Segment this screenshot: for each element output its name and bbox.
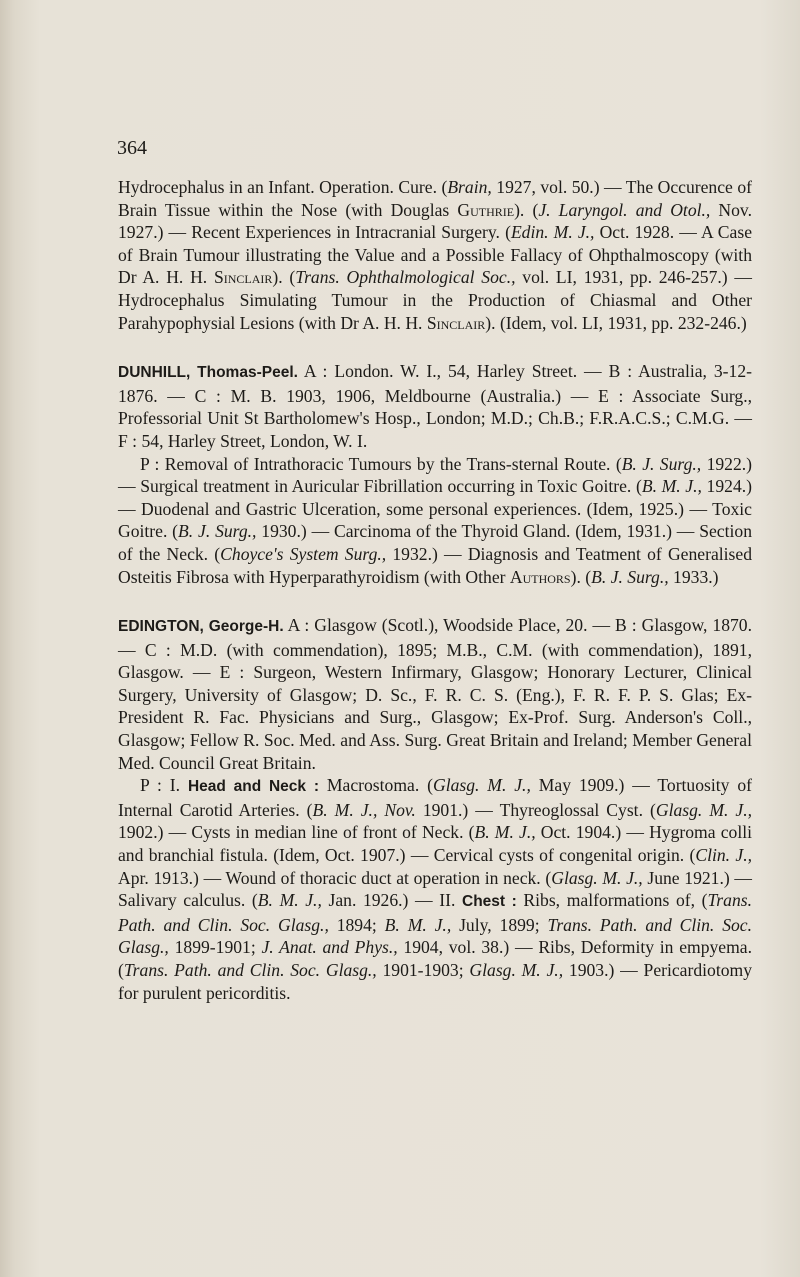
italic-run: B. M. J., [257,890,322,911]
text-run: Jan. 1926.) — II. [321,890,463,911]
text-run: vol. LI, 1931, pp. 246-257.) — Hydrocephalus Simulating Tumour in the Production of Chiasmal and Other Parahypophysial Lesions (with Dr A. H. H. [118,267,752,333]
italic-run: J. Anat. and Phys., [261,937,398,958]
entry-edington-publications [118,774,752,1004]
text-run: 1901.) — Thyreoglossal Cyst. ( [415,799,656,820]
text-run: P : Removal of Intrathoracic Tumours by the Trans-sternal Route. ( [140,453,622,474]
italic-run: B. J. Surg., [178,521,257,542]
text-run: A : Glasgow (Scotl.), Woodside Place, 20. — B : Glasgow, 1870. — C : M.D. (with commendation), 1895; M.B., C.M. (with commendation), 1891, Glasgow. — E : Surgeon, Western Infirmary, Glasgow; Honorary Lecturer, Clinical Surgery, University of Glasgow; D. Sc., F. R. C. S. (Eng.), F. R. F. P. S. Glas; Ex-President R. Fac. Physicians and Surg., Glasgow; Ex-Prof. Surg. Anderson's Coll., Glasgow; Fellow R. Soc. Med. and Ass. Surg. Great Britain and Ireland; Member General Med. Council Great Britain. [118,615,752,773]
text-run: 1924.) — Duodenal and Gastric Ulceration, some personal experiences. (Idem, 1925.) — Toxic Goitre. ( [118,476,753,542]
text-run: Hydrocephalus in an Infant. Operation. Cure. ( [118,177,448,197]
small-caps-run: Sinclair [213,267,273,288]
entry-dunhill-publications [118,453,752,589]
entry-name: DUNHILL, Thomas-Peel. [118,364,298,382]
small-caps-run: Sinclair [426,312,486,333]
italic-run: Trans. Ophthalmological Soc., [295,267,516,288]
entry-name: EDINGTON, George-H. [118,618,284,636]
section-subhead: Head and Neck : [187,778,319,796]
text-run: Macrostoma. ( [319,775,433,796]
small-caps-run: Guthrie [457,199,515,220]
text-run: July, 1899; [451,914,548,935]
text-run: ). (Idem, vol. LI, 1931, pp. 232-246.) [485,312,747,333]
text-run: 1932.) — Diagnosis and Teatment of Generalised Osteitis Fibrosa with Hyperparathyroidism (with Other [118,543,752,587]
text-run: A : London. W. I., 54, Harley Street. — B : Australia, 3-12-1876. — C : M. B. 1903, 1906, Meldbourne (Australia.) — E : Associate Surg., Professorial Unit St Bartholomew's Hosp., London; M.D.; Ch.B.; F.R.A.C.S.; C.M.G. — F : 54, Harley Street, London, W. I. [118,361,752,451]
italic-run: J. Laryngol. and Otol., [538,199,711,220]
text-run: ). ( [570,566,592,587]
italic-run: Trans. Path. and Clin. Soc. Glasg., [118,914,753,958]
text-run: 1927, vol. 50.) — The Occurence of Brain Tissue within the Nose (with Douglas [118,177,752,220]
text-run: 1899-1901; [168,937,262,958]
italic-run: Choyce's System Surg., [220,543,387,564]
italic-run: B. J. Surg., [591,566,669,587]
italic-run: B. M. J., [474,822,536,843]
text-run: June 1921.) — Salivary calculus. ( [118,867,753,911]
section-subhead: Chest : [462,893,517,911]
text-run: 1894; [328,914,385,935]
text-run: Nov. 1927.) — Recent Experiences in Intracranial Surgery. ( [118,199,752,243]
italic-run: Trans. Path. and Clin. Soc. Glasg., [118,890,752,935]
italic-run: Glasg. M. J., [432,775,531,796]
small-caps-run: Authors [509,566,571,587]
text-run: Ribs, malformations of, ( [516,890,708,911]
italic-run: B. M. J., Nov. [312,799,416,820]
text-run: Oct. 1904.) — Hygroma colli and branchial fistula. (Idem, Oct. 1907.) — Cervical cysts of congenital origin. ( [118,822,752,866]
italic-run: Glasg. M. J., [551,867,643,888]
text-run: 1933.) [668,566,719,587]
italic-run: Trans. Path. and Clin. Soc. Glasg., [123,960,377,980]
italic-run: Clin. J., [695,845,752,866]
text-run: 1902.) — Cysts in median line of front of Neck. ( [118,822,475,843]
text-run: 1930.) — Carcinoma of the Thyroid Gland. (Idem, 1931.) — Section of the Neck. ( [118,521,752,564]
entry-edington-heading [118,614,752,774]
italic-run: B. M. J., [641,476,702,497]
entry-dunhill-heading [118,360,752,452]
paragraph-guthrie-continuation [118,176,752,334]
text-run: Oct. 1928. — A Case of Brain Tumour illustrating the Value and a Possible Fallacy of Ohpthalmoscopy (with Dr A. H. H. [118,222,752,288]
page-number: 364 [117,137,147,159]
italic-run: Brain, [447,177,492,197]
text-run: May 1909.) — Tortuosity of Internal Carotid Arteries. ( [118,775,752,820]
italic-run: B. M. J., [384,914,452,935]
text-run: ). ( [514,199,539,220]
text-run: Apr. 1913.) — Wound of thoracic duct at operation in neck. ( [118,867,552,888]
text-run: 1901-1903; [376,960,470,980]
italic-run: Glasg. M. J., [469,960,564,980]
text-run: 1904, vol. 38.) — Ribs, Deformity in empyema. ( [118,937,753,980]
italic-run: Glasg. M. J., [655,799,752,820]
italic-run: Edin. M. J., [510,222,595,243]
text-run: P : I. [140,775,188,796]
text-run: ). ( [272,267,296,288]
italic-run: B. J. Surg., [621,453,702,474]
page-body [118,176,752,1004]
text-run: 1922.) — Surgical treatment in Auricular Fibrillation occurring in Toxic Goitre. ( [118,453,753,497]
text-run: 1903.) — Pericardiotomy for purulent pericorditis. [118,960,753,1003]
